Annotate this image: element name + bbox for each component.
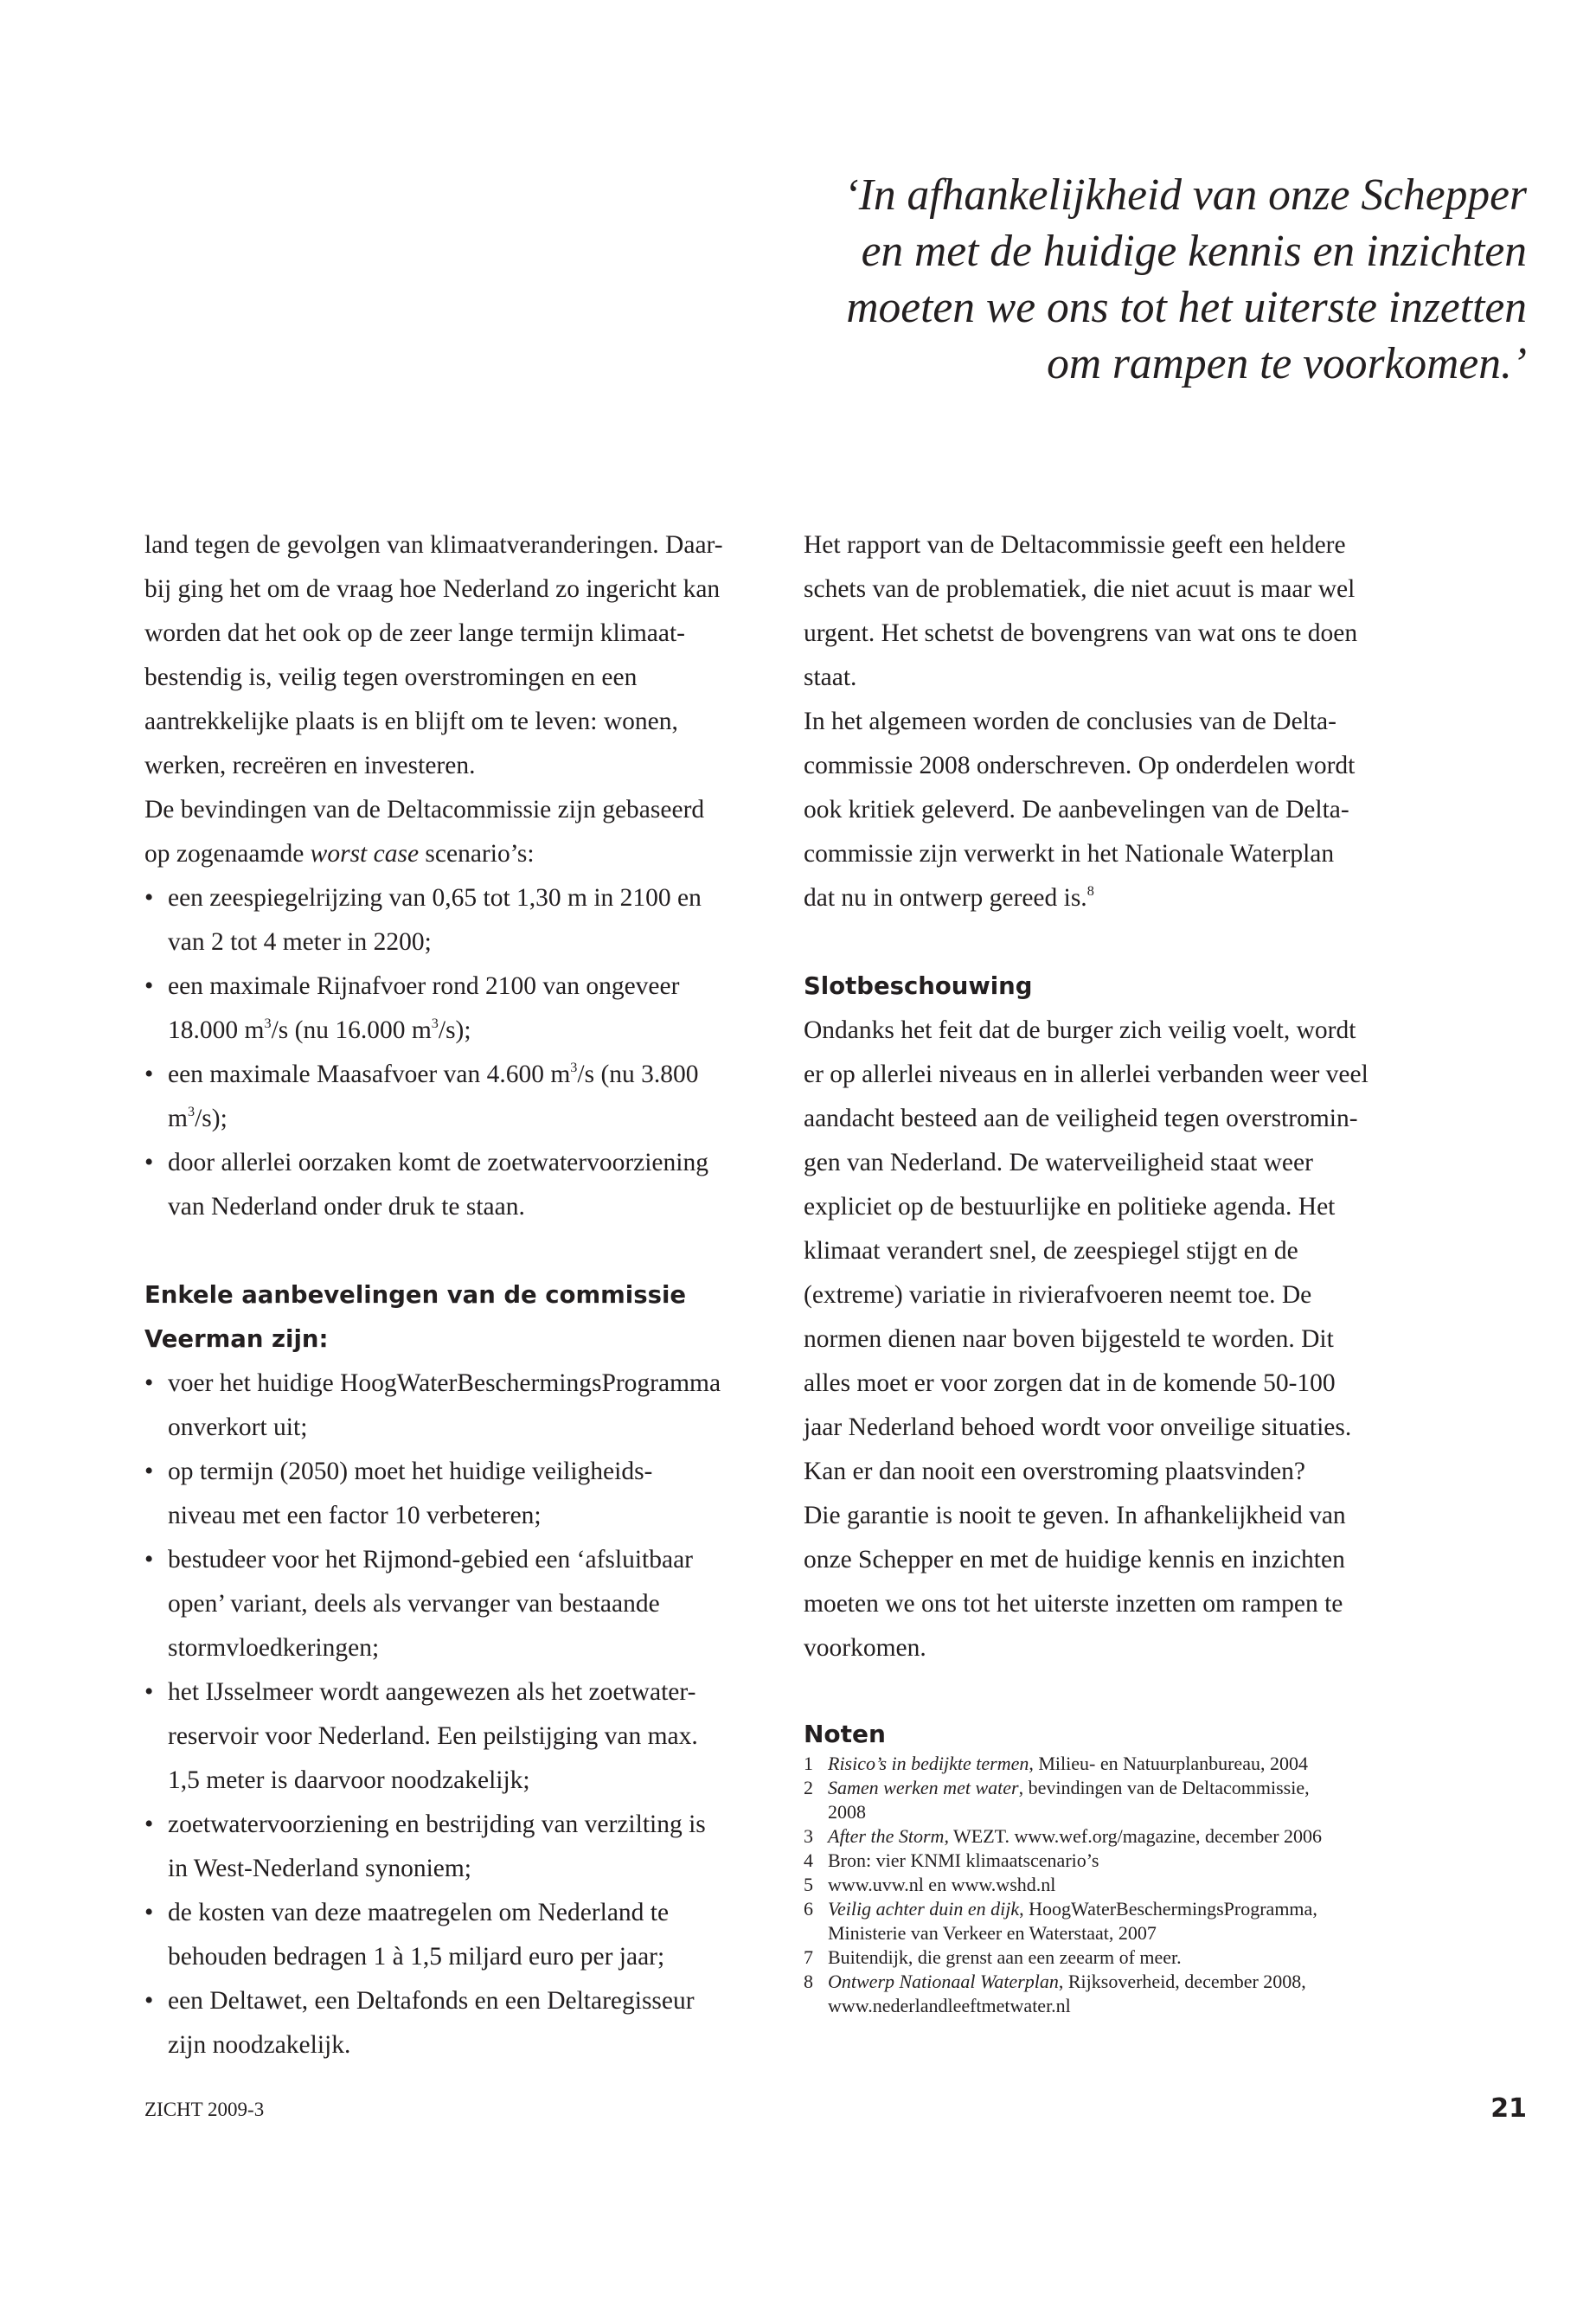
body-line: bestendig is, veilig tegen overstromingen en een bbox=[144, 663, 638, 691]
list-text: /s); bbox=[438, 1016, 471, 1044]
list-text: zoetwatervoorziening en bestrijding van verzilting is bbox=[168, 1811, 706, 1838]
note-continuation: Ministerie van Verkeer en Waterstaat, 2007 bbox=[828, 1922, 1157, 1944]
list-item bbox=[144, 1979, 750, 2067]
recommendation-list bbox=[144, 1362, 750, 2067]
note-item bbox=[804, 1849, 1426, 1873]
notes-title: Noten bbox=[804, 1720, 886, 1748]
body-line: staat. bbox=[804, 663, 857, 691]
section-heading: Veerman zijn: bbox=[144, 1325, 329, 1353]
list-text: open’ variant, deels als vervanger van bestaande bbox=[168, 1590, 660, 1618]
section-heading: Enkele aanbevelingen van de commissie bbox=[144, 1281, 687, 1309]
superscript: 3 bbox=[431, 1015, 439, 1031]
quote-line: ‘In afhankelijkheid van onze Schepper bbox=[843, 170, 1527, 220]
list-text: door allerlei oorzaken komt de zoetwatervoorziening bbox=[168, 1149, 708, 1176]
superscript: 3 bbox=[570, 1059, 578, 1075]
bullet: • bbox=[144, 1369, 154, 1397]
body-line: jaar Nederland behoed wordt voor onveilige situaties. bbox=[804, 1413, 1352, 1441]
right-column bbox=[804, 523, 1409, 1670]
note-title: Risico’s in bedijkte termen bbox=[828, 1753, 1029, 1774]
text-run: op zogenaamde bbox=[144, 840, 311, 868]
publication-footer: ZICHT 2009-3 bbox=[144, 2099, 265, 2120]
note-item bbox=[804, 1897, 1426, 1945]
body-line: De bevindingen van de Deltacommissie zijn gebaseerd bbox=[144, 796, 705, 824]
text-run: scenario’s: bbox=[419, 840, 535, 868]
list-item bbox=[144, 1362, 750, 1450]
note-number: 8 bbox=[804, 1971, 813, 1992]
pull-quote bbox=[696, 167, 1527, 392]
list-text: van 2 tot 4 meter in 2200; bbox=[168, 928, 432, 956]
bullet: • bbox=[144, 1899, 154, 1926]
worst-case-term: worst case bbox=[310, 840, 420, 868]
list-item bbox=[144, 1141, 750, 1229]
list-item bbox=[144, 876, 750, 965]
body-line: onze Schepper en met de huidige kennis en inzichten bbox=[804, 1546, 1345, 1574]
body-line: ook kritiek geleverd. De aanbevelingen van de Delta- bbox=[804, 796, 1349, 824]
body-line: bij ging het om de vraag hoe Nederland zo ingericht kan bbox=[144, 575, 721, 603]
note-text: , WEZT. www.wef.org/magazine, december 2006 bbox=[944, 1825, 1323, 1847]
superscript: 3 bbox=[187, 1103, 195, 1119]
body-line: In het algemeen worden de conclusies van de Delta- bbox=[804, 708, 1336, 735]
bullet: • bbox=[144, 1546, 154, 1574]
bullet: • bbox=[144, 1811, 154, 1838]
list-text: zijn noodzakelijk. bbox=[168, 2031, 351, 2059]
note-number: 7 bbox=[804, 1946, 813, 1968]
bullet: • bbox=[144, 1149, 154, 1176]
list-text: op termijn (2050) moet het huidige veiligheids- bbox=[168, 1458, 653, 1485]
list-text: in West-Nederland synoniem; bbox=[168, 1855, 472, 1882]
left-column bbox=[144, 523, 750, 2067]
list-text: stormvloedkeringen; bbox=[168, 1634, 380, 1662]
body-line: schets van de problematiek, die niet acuut is maar wel bbox=[804, 575, 1356, 603]
body-line: worden dat het ook op de zeer lange termijn klimaat- bbox=[144, 619, 686, 647]
body-line: Het rapport van de Deltacommissie geeft een heldere bbox=[804, 531, 1346, 559]
list-item bbox=[144, 1803, 750, 1891]
list-text: 18.000 m bbox=[168, 1016, 265, 1044]
page-number: 21 bbox=[1490, 2093, 1527, 2124]
note-number: 6 bbox=[804, 1898, 813, 1920]
scenario-list bbox=[144, 876, 750, 1229]
note-number: 5 bbox=[804, 1874, 813, 1895]
quote-line: moeten we ons tot het uiterste inzetten bbox=[846, 283, 1527, 332]
body-line: aandacht besteed aan de veiligheid tegen overstromin- bbox=[804, 1105, 1358, 1132]
list-text: onverkort uit; bbox=[168, 1413, 308, 1441]
quote-line: en met de huidige kennis en inzichten bbox=[861, 227, 1527, 276]
quote-line: om rampen te voorkomen.’ bbox=[1047, 339, 1527, 388]
list-text: m bbox=[168, 1105, 188, 1132]
body-line: Die garantie is nooit te geven. In afhankelijkheid van bbox=[804, 1502, 1346, 1529]
list-text: behouden bedragen 1 à 1,5 miljard euro per jaar; bbox=[168, 1943, 665, 1971]
list-text: /s (nu 16.000 m bbox=[271, 1016, 432, 1044]
list-item bbox=[144, 1053, 750, 1141]
list-text: bestudeer voor het Rijmond-gebied een ‘afsluitbaar bbox=[168, 1546, 693, 1574]
body-line: commissie zijn verwerkt in het Nationale Waterplan bbox=[804, 840, 1335, 868]
body-line: aantrekkelijke plaats is en blijft om te leven: wonen, bbox=[144, 708, 678, 735]
list-item bbox=[144, 1538, 750, 1670]
list-text: een maximale Maasafvoer van 4.600 m bbox=[168, 1061, 571, 1088]
list-item bbox=[144, 1891, 750, 1979]
list-text: reservoir voor Nederland. Een peilstijging van max. bbox=[168, 1722, 698, 1750]
note-text: Bron: vier KNMI klimaatscenario’s bbox=[828, 1849, 1099, 1871]
note-text: Buitendijk, die grenst aan een zeearm of meer. bbox=[828, 1946, 1182, 1968]
body-line: (extreme) variatie in rivierafvoeren neemt toe. De bbox=[804, 1281, 1312, 1309]
list-text: een maximale Rijnafvoer rond 2100 van ongeveer bbox=[168, 972, 680, 1000]
list-item bbox=[144, 1450, 750, 1538]
body-line: moeten we ons tot het uiterste inzetten om rampen te bbox=[804, 1590, 1343, 1618]
body-line: gen van Nederland. De waterveiligheid staat weer bbox=[804, 1149, 1313, 1176]
note-text: www.uvw.nl en www.wshd.nl bbox=[828, 1874, 1056, 1895]
list-text: /s); bbox=[195, 1105, 228, 1132]
note-number: 1 bbox=[804, 1753, 813, 1774]
note-item bbox=[804, 1945, 1426, 1970]
bullet: • bbox=[144, 1458, 154, 1485]
note-title: Ontwerp Nationaal Waterplan bbox=[828, 1971, 1059, 1992]
body-line: land tegen de gevolgen van klimaatveranderingen. Daar- bbox=[144, 531, 723, 559]
list-text: /s (nu 3.800 bbox=[577, 1061, 699, 1088]
body-line: er op allerlei niveaus en in allerlei verbanden weer veel bbox=[804, 1061, 1368, 1088]
superscript: 3 bbox=[264, 1015, 272, 1031]
bullet: • bbox=[144, 1678, 154, 1706]
list-text: een Deltawet, een Deltafonds en een Deltaregisseur bbox=[168, 1987, 695, 2015]
note-title: Veilig achter duin en dijk bbox=[828, 1898, 1020, 1920]
bullet: • bbox=[144, 1987, 154, 2015]
note-text: , bevindingen van de Deltacommissie, bbox=[1018, 1777, 1310, 1798]
note-item bbox=[804, 1776, 1426, 1824]
bullet: • bbox=[144, 972, 154, 1000]
list-text: een zeespiegelrijzing van 0,65 tot 1,30 m in 2100 en bbox=[168, 884, 702, 912]
body-line bbox=[804, 876, 1409, 920]
bullet: • bbox=[144, 1061, 154, 1088]
body-line: normen dienen naar boven bijgesteld te worden. Dit bbox=[804, 1325, 1334, 1353]
body-line: voorkomen. bbox=[804, 1634, 926, 1662]
note-item bbox=[804, 1824, 1426, 1849]
list-item bbox=[144, 965, 750, 1053]
body-line: urgent. Het schetst de bovengrens van wat ons te doen bbox=[804, 619, 1358, 647]
list-text: voer het huidige HoogWaterBeschermingsProgramma bbox=[168, 1369, 721, 1397]
note-item bbox=[804, 1873, 1426, 1897]
section-heading: Slotbeschouwing bbox=[804, 972, 1033, 1000]
note-continuation: 2008 bbox=[828, 1801, 866, 1823]
body-line: expliciet op de bestuurlijke en politieke agenda. Het bbox=[804, 1193, 1336, 1221]
body-line: alles moet er voor zorgen dat in de komende 50-100 bbox=[804, 1369, 1336, 1397]
body-line: commissie 2008 onderschreven. Op onderdelen wordt bbox=[804, 752, 1356, 779]
note-number: 3 bbox=[804, 1825, 813, 1847]
note-title: Samen werken met water bbox=[828, 1777, 1019, 1798]
list-text: van Nederland onder druk te staan. bbox=[168, 1193, 525, 1221]
list-text: de kosten van deze maatregelen om Nederland te bbox=[168, 1899, 670, 1926]
list-text: 1,5 meter is daarvoor noodzakelijk; bbox=[168, 1766, 530, 1794]
body-line bbox=[144, 832, 750, 876]
footnote-ref: 8 bbox=[1086, 882, 1094, 899]
note-continuation: www.nederlandleeftmetwater.nl bbox=[828, 1995, 1071, 2016]
body-line: Ondanks het feit dat de burger zich veilig voelt, wordt bbox=[804, 1016, 1356, 1044]
list-item bbox=[144, 1670, 750, 1803]
note-text: , HoogWaterBeschermingsProgramma, bbox=[1019, 1898, 1317, 1920]
note-item bbox=[804, 1970, 1426, 2018]
bullet: • bbox=[144, 884, 154, 912]
footnotes bbox=[804, 1717, 1426, 2018]
note-number: 2 bbox=[804, 1777, 813, 1798]
body-line: Kan er dan nooit een overstroming plaatsvinden? bbox=[804, 1458, 1305, 1485]
note-title: After the Storm bbox=[828, 1825, 945, 1847]
text-run: dat nu in ontwerp gereed is. bbox=[804, 884, 1087, 912]
note-number: 4 bbox=[804, 1849, 813, 1871]
list-text: het IJsselmeer wordt aangewezen als het zoetwater- bbox=[168, 1678, 696, 1706]
note-text: , Rijksoverheid, december 2008, bbox=[1058, 1971, 1306, 1992]
body-line: klimaat verandert snel, de zeespiegel stijgt en de bbox=[804, 1237, 1298, 1265]
note-item bbox=[804, 1752, 1426, 1776]
list-text: niveau met een factor 10 verbeteren; bbox=[168, 1502, 542, 1529]
note-text: , Milieu- en Natuurplanbureau, 2004 bbox=[1029, 1753, 1308, 1774]
body-line: werken, recreëren en investeren. bbox=[144, 752, 476, 779]
